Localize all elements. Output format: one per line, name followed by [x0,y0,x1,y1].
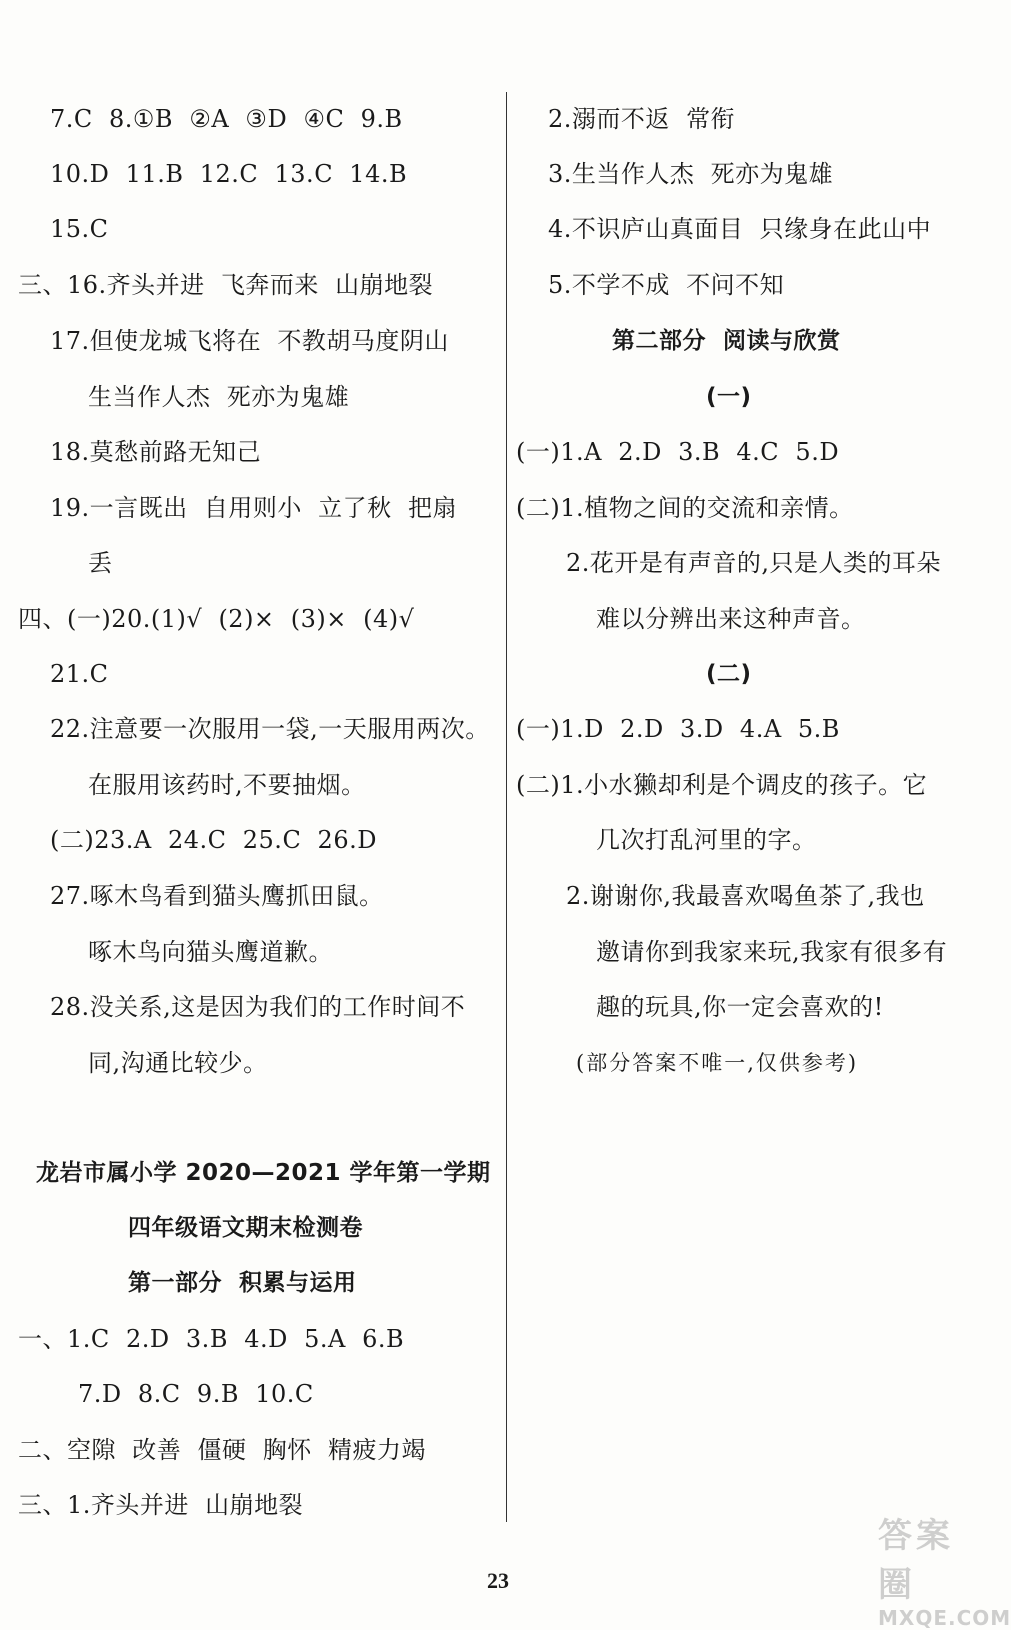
answer-line-continued: 邀请你到我家来玩,我家有很多有 [596,938,948,966]
answer-line: 27.啄木鸟看到猫头鹰抓田鼠。 [50,882,384,910]
answer-line: 19.一言既出 自用则小 立了秋 把扇 [50,494,457,522]
answer-line: 3.生当作人杰 死亦为鬼雄 [548,160,834,188]
answer-line: (二)23.A 24.C 25.C 26.D [50,826,377,854]
section-three-line: 三、1.齐头并进 山崩地裂 [18,1491,304,1519]
watermark-url: MXQE.COM [878,1606,1011,1630]
watermark-text: 答案圈 [878,1516,954,1605]
exam-title: 龙岩市属小学 2020—2021 学年第一学期 [36,1160,491,1186]
passage-heading-1: (一) [706,384,752,410]
answer-line: (一)1.A 2.D 3.B 4.C 5.D [516,438,840,466]
part-two-heading: 第二部分 阅读与欣赏 [612,328,841,354]
answer-line-continued: 丢 [88,549,113,577]
page-number: 23 [487,1568,509,1593]
answer-line: (一)1.D 2.D 3.D 4.A 5.B [516,715,840,743]
answer-line: (二)1.植物之间的交流和亲情。 [516,494,854,522]
answer-line-continued: 趣的玩具,你一定会喜欢的! [596,993,884,1021]
section-one-line: 一、1.C 2.D 3.B 4.D 5.A 6.B [18,1325,405,1353]
answer-line-continued: 生当作人杰 死亦为鬼雄 [88,383,350,411]
watermark-logo [878,1508,1011,1630]
answer-line-continued: 几次打乱河里的字。 [596,826,817,854]
answer-line-continued: 难以分辨出来这种声音。 [596,605,866,633]
section-three-line: 三、16.齐头并进 飞奔而来 山崩地裂 [18,271,434,299]
answer-line-continued: 在服用该药时,不要抽烟。 [88,771,366,799]
answer-line: 5.不学不成 不问不知 [548,271,785,299]
column-divider [506,92,507,1522]
answer-line: 10.D 11.B 12.C 13.C 14.B [50,160,408,188]
answer-line: (二)1.小水獭却利是个调皮的孩子。它 [516,771,928,799]
answer-line: 15.C [50,215,109,243]
reference-note: (部分答案不唯一,仅供参考) [576,1051,859,1075]
section-four-line: 四、(一)20.(1)√ (2)× (3)× (4)√ [18,605,415,633]
section-two-line: 二、空隙 改善 僵硬 胸怀 精疲力竭 [18,1436,427,1464]
part-one-heading: 第一部分 积累与运用 [128,1270,357,1296]
answer-line: 4.不识庐山真面目 只缘身在此山中 [548,215,932,243]
answer-line: 22.注意要一次服用一袋,一天服用两次。 [50,715,490,743]
exam-subtitle: 四年级语文期末检测卷 [128,1215,363,1241]
answer-line-continued: 7.D 8.C 9.B 10.C [78,1380,314,1408]
answer-line: 21.C [50,660,109,688]
answer-line: 2.溺而不返 常衔 [548,105,736,133]
answer-line: 17.但使龙城飞将在 不教胡马度阴山 [50,327,449,355]
answer-line: 7.C 8.①B ②A ③D ④C 9.B [50,105,403,133]
answer-line: 18.莫愁前路无知己 [50,438,262,466]
answer-line-continued: 同,沟通比较少。 [88,1049,268,1077]
answer-line: 2.谢谢你,我最喜欢喝鱼茶了,我也 [566,882,925,910]
answer-line: 28.没关系,这是因为我们的工作时间不 [50,993,466,1021]
answer-line-continued: 啄木鸟向猫头鹰道歉。 [88,938,333,966]
passage-heading-2: (二) [706,661,752,687]
answer-line: 2.花开是有声音的,只是人类的耳朵 [566,549,942,577]
